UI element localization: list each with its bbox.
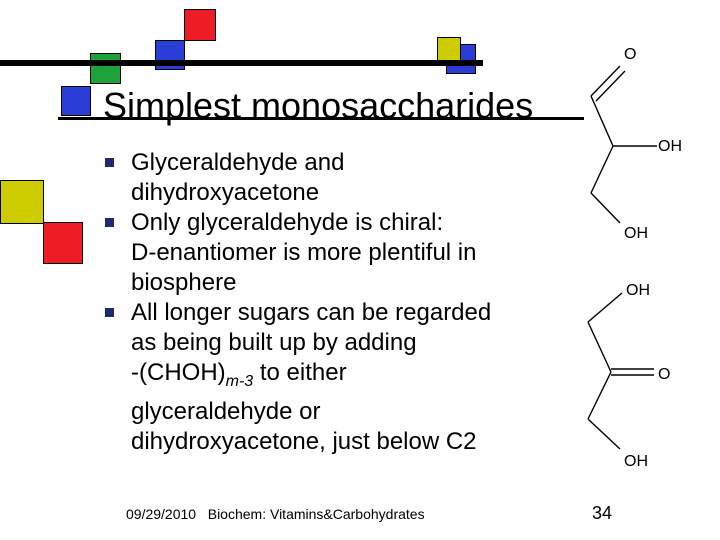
- formula-prefix: -(CHOH): [131, 359, 226, 386]
- bullet-line: All longer sugars can be regarded: [131, 299, 492, 326]
- dihydroxyacetone-oh-label-2: OH: [624, 453, 648, 470]
- dihydroxyacetone-oh-label-1: OH: [626, 282, 650, 299]
- bullet-line: biosphere: [131, 269, 237, 296]
- bullet-line: D-enantiomer is more plentiful in: [131, 239, 477, 266]
- glyceraldehyde-oh-label-2: OH: [624, 225, 648, 242]
- slide-title: Simplest monosaccharides: [103, 85, 534, 126]
- page-number: 34: [592, 503, 613, 523]
- dihydroxyacetone-o-label: O: [658, 366, 671, 383]
- bullet-line: Only glyceraldehyde is chiral:: [131, 209, 444, 236]
- glyceraldehyde-o-label: O: [624, 46, 637, 63]
- bullet-line: glyceraldehyde or: [131, 397, 321, 425]
- formula-suffix: to either: [253, 359, 347, 386]
- bullet-line: dihydroxyacetone: [131, 179, 320, 206]
- bullet-line: dihydroxyacetone, just below C2: [131, 427, 477, 455]
- bullet-line: as being built up by adding: [131, 329, 417, 356]
- glyceraldehyde-oh-label-1: OH: [658, 138, 682, 155]
- footer-date-course: 09/29/2010 Biochem: Vitamins&Carbohydrates: [126, 506, 425, 522]
- dihydroxyacetone-structure: [588, 293, 654, 449]
- bullet-line: Glyceraldehyde and: [131, 149, 345, 176]
- formula-subscript: m-3: [225, 372, 254, 390]
- glyceraldehyde-structure: [591, 66, 657, 223]
